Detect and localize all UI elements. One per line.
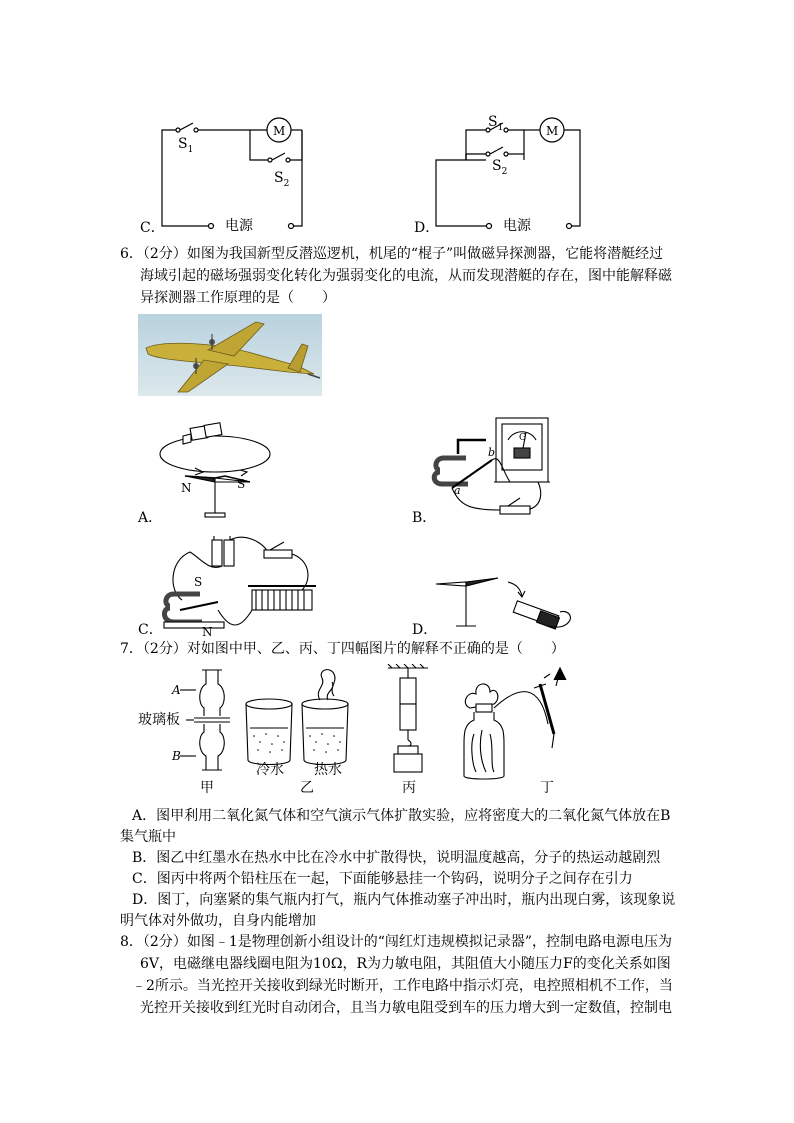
q6-stem-line-2: 海域引起的磁场强弱变化转化为强弱变化的电流，从而发现潜艇的存在，图中能解释磁 bbox=[140, 268, 672, 284]
switch-s1-label: $S_1$ bbox=[488, 114, 504, 133]
q6-option-a: A． bbox=[138, 510, 163, 526]
switch-s2-label: $S_2$ bbox=[492, 158, 508, 177]
caption-bing: 丙 bbox=[402, 780, 416, 796]
switch-s1-label: $S_1$ bbox=[178, 136, 194, 155]
q7-figure-ding bbox=[460, 664, 580, 800]
q7-figure-jia bbox=[138, 664, 248, 800]
q8-stem-line-1: 8．（2分）如图﹣1是物理创新小组设计的“闯红灯违规模拟记录器”，控制电路电源电压为 bbox=[120, 934, 673, 950]
q6-figure-c bbox=[160, 530, 322, 638]
q7-option-b: B．图乙中红墨水在热水中比在冷水中扩散得快，说明温度越高，分子的热运动越剧烈 bbox=[132, 850, 661, 866]
hot-water-label: 热水 bbox=[314, 762, 342, 778]
motor-label: M bbox=[546, 124, 559, 138]
glass-plate-label: 玻璃板 bbox=[138, 712, 180, 728]
circuit-diagram-c bbox=[140, 108, 330, 238]
bottle-b-label: B bbox=[172, 749, 181, 763]
circuit-diagram-d bbox=[414, 100, 604, 238]
q6-stem-line-1: 6．（2分）如图为我国新型反潜巡逻机，机尾的“棍子”叫做磁异探测器，它能将潜艇经过 bbox=[120, 246, 664, 262]
south-pole-label: S bbox=[194, 575, 203, 589]
wire-end-a-label: a bbox=[454, 484, 461, 497]
q8-stem-line-3: ﹣2所示。当光控开关接收到绿光时断开，工作电路中指示灯亮，电控照相机不工作，当 bbox=[132, 978, 673, 994]
caption-yi: 乙 bbox=[300, 780, 314, 796]
south-pole-label: S bbox=[237, 477, 246, 491]
q6-option-c: C． bbox=[138, 622, 163, 638]
q7-figure-yi bbox=[240, 664, 358, 800]
bottle-a-label: A bbox=[172, 683, 181, 697]
q8-stem-line-4: 光控开关接收到红光时自动闭合，且当力敏电阻受到车的压力增大到一定数值，控制电 bbox=[140, 1000, 672, 1016]
q8-stem-line-2: 6V，电磁继电器线圈电阻为10Ω，R为力敏电阻，其阻值大小随压力F的变化关系如图 bbox=[140, 956, 671, 972]
q6-option-d: D． bbox=[412, 622, 438, 638]
q7-option-a-line-1: A．图甲利用二氧化氮气体和空气演示气体扩散实验，应将密度大的二氧化氮气体放在B bbox=[132, 808, 671, 824]
q6-stem-line-3: 异探测器工作原理的是（ ） bbox=[140, 290, 336, 306]
q6-figure-d bbox=[436, 570, 572, 638]
q7-option-d-line-1: D．图丁，向塞紧的集气瓶内打气，瓶内气体推动塞子冲出时，瓶内出现白雾，该现象说 bbox=[132, 892, 676, 908]
q7-figure-bing bbox=[380, 664, 440, 800]
q7-stem-line-1: 7．（2分）对如图中甲、乙、丙、丁四幅图片的解释不正确的是（ ） bbox=[120, 641, 565, 657]
patrol-plane-photo bbox=[138, 314, 322, 396]
north-pole-label: N bbox=[202, 625, 213, 638]
q7-option-d-line-2: 明气体对外做功，自身内能增加 bbox=[120, 913, 316, 929]
power-label: 电源 bbox=[503, 218, 531, 234]
power-label: 电源 bbox=[225, 218, 253, 234]
q6-figure-a bbox=[155, 412, 285, 522]
north-pole-label: N bbox=[181, 481, 192, 495]
motor-label: M bbox=[273, 124, 286, 138]
wire-end-b-label: b bbox=[488, 446, 496, 459]
q5-option-c: C． bbox=[140, 220, 165, 236]
galvanometer-label: G bbox=[519, 433, 527, 443]
q6-option-b: B． bbox=[412, 510, 437, 526]
switch-s2-label: $S_2$ bbox=[274, 170, 290, 189]
cold-water-label: 冷水 bbox=[256, 762, 284, 778]
caption-ding: 丁 bbox=[540, 780, 554, 796]
q7-option-c: C．图丙中将两个铅柱压在一起，下面能够悬挂一个钩码，说明分子之间存在引力 bbox=[132, 871, 633, 887]
q6-figure-b bbox=[430, 410, 570, 524]
q5-option-d: D． bbox=[414, 220, 440, 236]
caption-jia: 甲 bbox=[200, 780, 214, 796]
q7-option-a-line-2: 集气瓶中 bbox=[120, 829, 176, 845]
